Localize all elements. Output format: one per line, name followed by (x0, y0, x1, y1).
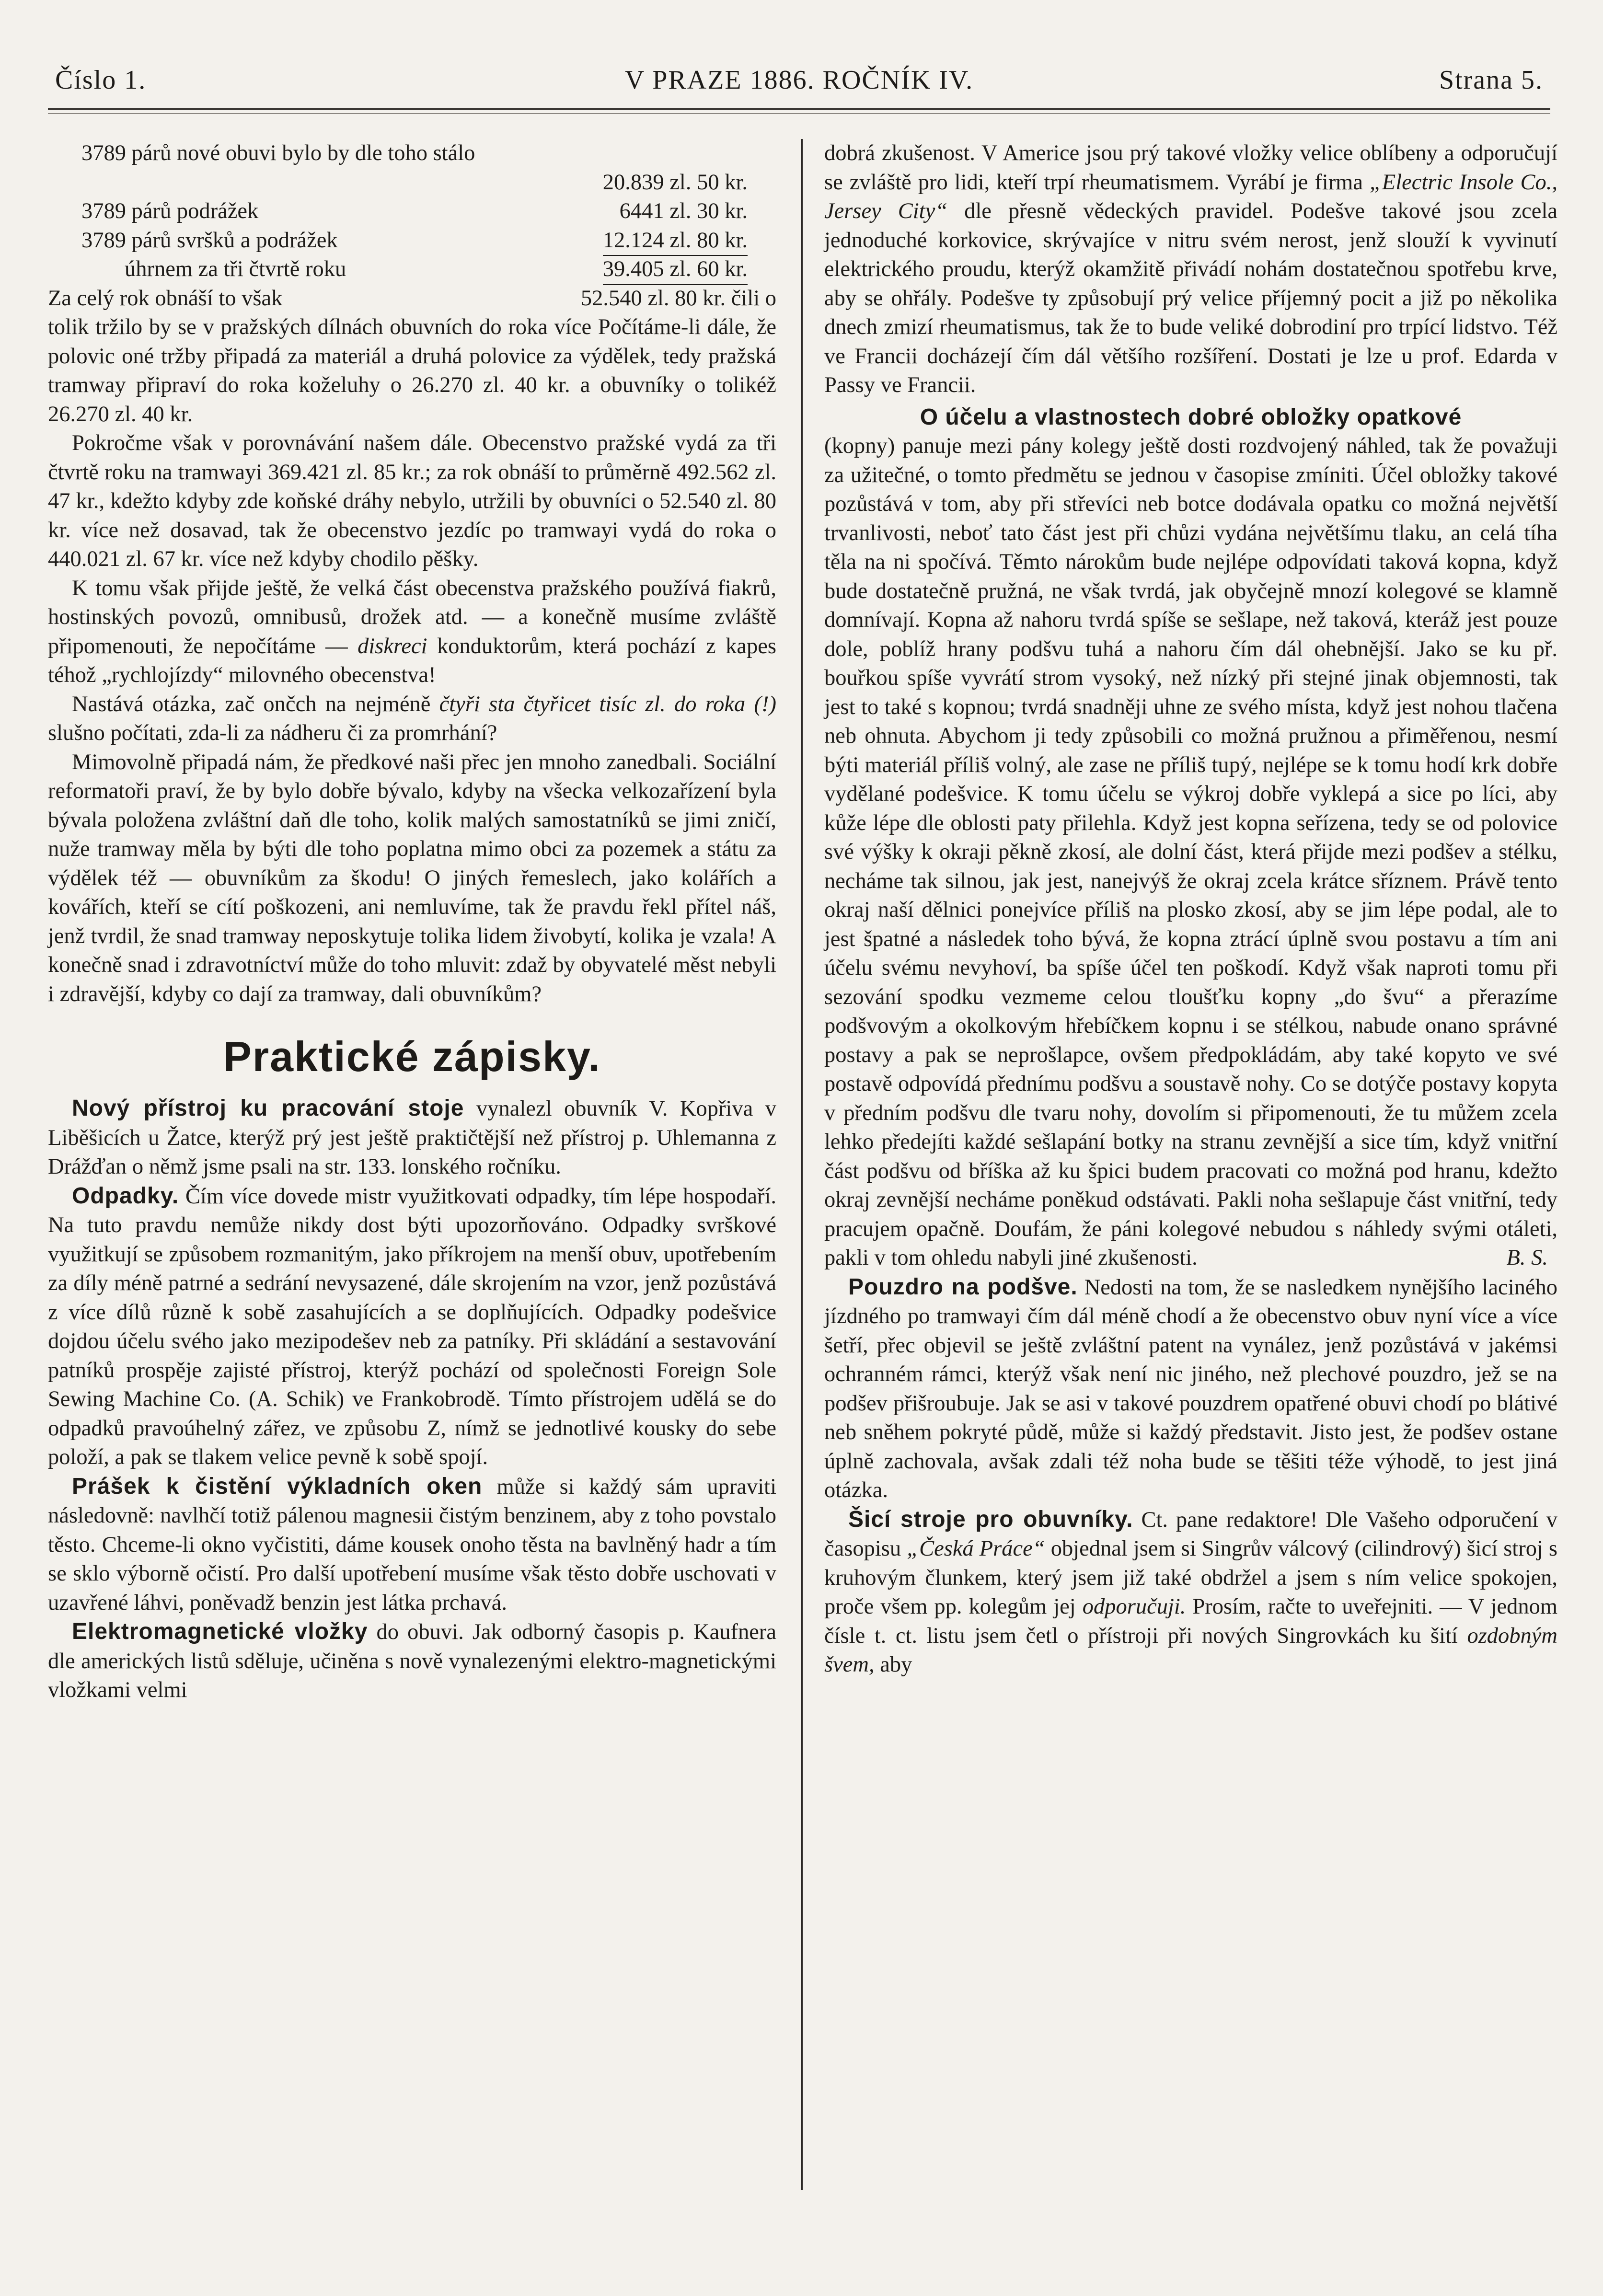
right-column (824, 139, 1557, 1680)
article-paragraph-3: K tomu však přijde ještě, že velká část obecenstva pražského používá fiakrů, hostinských povozů, omnibusů, drožek atd. — a konečně musíme zvláště připomenouti, že nepočítáme — diskreci konduktorům, která pochází z kapes téhož „rychlojízdy“ milovného obecenstva! (48, 576, 777, 687)
article-paragraph-4: Nastává otázka, zač ončch na nejméně čtyři sta čtyřicet tisíc zl. do roka (!) slušno počítati, zda-li za nádheru či za promrhání? (48, 692, 776, 745)
note-sewing-machines-title: Šicí stroje pro obuvníky. (848, 1506, 1133, 1532)
section-title: Praktické zápisky. (223, 1033, 601, 1080)
calc-line-3-amount: 12.124 zl. 80 kr. (603, 226, 748, 256)
article-paragraph-1: tolik tržilo by se v pražských dílnách obuvních do roka více Počítáme-li dále, že polovic oné tržby připadá za materiál a druhá polovice za výdělek, tedy pražská tramway připraví do roka koželuhy o 26.270 zl. 40 kr. a obuvníky o tolikéž 26.270 zl. 40 kr. (48, 315, 776, 427)
column-divider (801, 139, 803, 2190)
emphasis-amount: čtyři sta čtyřicet tisíc zl. do roka (!) (439, 692, 776, 716)
left-column (48, 139, 776, 1705)
note-sewing-machines: Šicí stroje pro obuvníky. Ct. pane redaktore! Dle Vašeho odporučení v časopisu „Česká Práce“ objednal jsem si Singrův válcový (cilindrový) šicí stroj s kruhovým člunkem, který jsem již také obdržel a jsem s ním velice spokojen, proče všem pp. kolegům jej odporučuji. Prosím, račte to uveřejniti. — V jednom čísle t. ct. listu jsem četl o přístroji při nových Singrovkách ku šití ozdobným švem, aby (824, 1506, 1558, 1677)
note-sole-case-title: Pouzdro na podšve. (848, 1274, 1078, 1300)
emphasis-diskreci: diskreci (358, 634, 427, 658)
calc-line-5-amount: 52.540 zl. 80 kr. (580, 286, 726, 311)
calc-line-2-amount: 6441 zl. 30 kr. (619, 199, 748, 223)
article-paragraph-2: Pokročme však v porovnávání našem dále. Obecenstvo pražské vydá za tři čtvrtě roku na tramwayi 369.421 zl. 85 kr.; za rok obnáší to průměrně 492.562 zl. 47 kr., kdežto kdyby zde koňské dráhy nebylo, utržili by obuvníci o 52.540 zl. 80 kr. více než dosavad, tak že obecenstvo jezdíc po tramwayi vydá do roka o 440.021 zl. 67 kr. více než kdyby chodilo pěšky. (48, 431, 776, 571)
header-rule (48, 108, 1550, 110)
issue-number: Číslo 1. (55, 65, 147, 95)
heel-lining-text: (kopny) panuje mezi pány kolegy ještě dosti rozdvojený náhled, tak že považuji za užitečné, o tomto předmětu se jednou v časopise zmíniti. Účel obložky takové pozůstává v tom, aby při střevíci neb botce dodávala opatku co možná největší trvanlivosti, neboť tato část jest při chůzi vydána největšímu tlaku, an celá tíha těla na ni spočívá. Těmto nárokům bude nejlépe odpovídati taková kopna, když bude dostatečně pružná, ne však tvrdá, jak obyčejně mnozí kolegové se klamně domnívají. Kopna až nahoru tvrdá spíše se sešlape, než taková, kteráž jest pouze dole, poblíž hrany podšvu tuhá a nahoru čím dál ohebnější. Jako se ku př. bouřkou spíše vyvrátí strom vysoký, než nízký při stejné jinak objemnosti, tak jest to také s kopnou; tvrdá snadněji uhne ze svého místa, když jest nohou tlačena neb ohnuta. Abychom ji tedy způsobili co možná pružnou a přiměřenou, nesmí býti materiál příliš volný, ale zase ne příliš tupý, nejlépe se k tomu hodí krk dobře vydělané podešvice. K tomu účelu se výkroj dobře vyklepá a sice po líci, aby kůže lépe dle oblosti paty přilehla. Když jest kopna seřízena, tedy se od polovice své výšky k okraji pěkně zkosí, ale dolní část, která přijde mezi podšev a stélku, necháme tak silnou, jak jest, nanejvýš že okraj zcela krátce sříznem. Právě tento okraj naší dělnici ponejvíce příliš na plosko zkosí, aby se jim lépe podal, ale to jest špatné a následek toho bývá, že kopna ztrácí úplně svou postavu a tím ani účelu svému nevyhoví, ba spíše účel ten poškodí. Když však naproti tomu při sezování spodku vezmeme celou tloušťku kopny „do švu“ a přerazíme podšvovým a okolkovým hřebíčkem kopnu i se stélkou, nabude onano správné postavy a pak se neprošlapce, ovšem předpokládám, aby také kopyto ve své postavě odpovídá přednímu podšvu a soustavě nohy. Co se dotýče postavy kopyta v předním podšvu dle tvaru nohy, dovolím si připomenouti, že tu můžem zcela lehko předejíti každé sešlapání botky na stranu zevnější a sice tím, když vnitřní část podšvu od bříška až ku špici budem pracovati co možná pod hranu, kdežto okraj zevnější necháme poněkud odstávati. Pakli noha sešlapuje část vnitřní, tedy pracujem opačně. Doufám, že páni kolegové nebudou s náhledy svými otáleti, pakli v tom ohledu nabyli jiné zkušenosti. B. S. (824, 432, 1557, 1273)
note-waste-title: Odpadky. (72, 1183, 179, 1209)
calc-line-3-label: 3789 párů svršků a podrážek (81, 228, 338, 253)
calc-line-1-amount: 20.839 zl. 50 kr. (602, 170, 748, 195)
calc-line-4-label: úhrnem za tři čtvrtě roku (125, 257, 346, 281)
electromagnetic-continued: dobrá zkušenost. V Americe jsou prý takové vložky velice oblíbeny a odporučují se zvláště pro lidi, kteří trpí rheumatismem. Vyrábí je firma „Electric Insole Co., Jersey City“ dle přesně vědeckých pravidel. Podešve takové jsou zcela jednoduché korkovice, skrývajíce v nitru svém nerost, jenž slouží k vyvinutí elektrického proudu, kterýž okamžitě přivádí nohám dostatečnou spotřebu krve, aby se ohřály. Podešve ty způsobují prý velice příjemný pocit a již po několika dnech zmizí rheumatismus, tak že to bude veliké dobrodiní pro trpící lidstvo. Též ve Francii docházejí čím dál většího rozšíření. Dostati je lze u prof. Edarda v Passy ve Francii. (824, 141, 1558, 397)
note-electromagnetic: Elektromagnetické vložky do obuvi. Jak odborný časopis p. Kaufnera dle amerických listů sděluje, učiněna s nově vynalezenými elektro-magnetickými vložkami velmi (48, 1619, 777, 1702)
article-paragraph-5: Mimovolně připadá nám, že předkové naši přec jen mnoho zanedbali. Sociální reformatoři praví, že by bylo dobře bývalo, kdyby na všecka velkozařízení byla bývala položena zvláštní daň dle toho, kolik malých samostatníků se jimi zničí, nuže tramway měla by býti dle toho poplatna mimo obci za pozemek a státu za výdělek též — obuvníkům za škodu! O jiných řemeslech, jako kolářích a kovářích, kteří se cítí poškozeni, ani nemluvíme, tak že pravdu řekl přítel náš, jenž tvrdil, že snad tramway neposkytuje tolika lidem živobytí, kolika je vzala! A konečně snad i zdravotníctví může do toho mluvit: zdaž by obyvatelé měst nebyli i zdravější, kdyby co dají za tramway, dali obuvníkům? (48, 750, 776, 1006)
cost-calculation (48, 139, 776, 313)
note-window-powder-title: Prášek k čistění výkladních oken (72, 1473, 483, 1499)
calc-line-5-tail: čili o (731, 286, 776, 311)
author-signature: B. S. (1506, 1246, 1548, 1270)
note-electromagnetic-title: Elektromagnetické vložky (72, 1619, 368, 1644)
page-number: Strana 5. (1439, 65, 1543, 95)
note-window-powder: Prášek k čistění výkladních oken může si každý sám upraviti následovně: navlhčí totiž pálenou magnesii čistým benzinem, aby z toho povstalo těsto. Chceme-li okno vyčistiti, dáme kousek onoho těsta na bavlněný hadr a tím se sklo výborně očistí. Pro další upotřebení musíme však těsto dobře uschovati v uzavřené láhvi, poněvadž benzin jest látka prchavá. (48, 1473, 777, 1615)
page-header (55, 65, 1543, 103)
note-sole-case: Pouzdro na podšve. Nedosti na tom, že se nasledkem nynějšího laciného jízdného po tramwayi čím dál méně chodí a že obecenstvo obuv nyní více a více šetří, přec objevil se ještě zvláštní patent na vynález, jenž pozůstává v jakémsi ochranném rámci, kterýž však není nic jiného, než plechové pouzdro, jež se na podšev přišroubuje. Jak se asi v takové pouzdrem opatřené obuvi chodí po blátivé neb sněhem pokryté půdě, může si každý představit. Jisto jest, že podšev ostane úplně zachovala, avšak zdali též noha bude se těšiti téže výhodě, to jest jiná otázka. (824, 1274, 1558, 1502)
note-waste: Odpadky. Čím více dovede mistr využitkovati odpadky, tím lépe hospodaří. Na tuto pravdu nemůže nikdy dost býti upozorňováno. Odpadky svrškové využitkují se způsobem rozmanitým, jako příkrojem na menší obuv, upotřebením za díly méně patrné a sedrání nevysazené, dále skrojením na vzor, jenž pozůstává z více dílů různě k sobě zasahujících a se doplňujících. Odpadky podešvice dojdou účelu svého jako mezipodešev neb za patníky. Při skládání a sestavování patníků prospěje zajisté přístroj, kterýž pochází od společnosti Foreign Sole Sewing Machine Co. (A. Schik) ve Frankobrodě. Tímto přístrojem udělá se do odpadků pravoúhelný zářez, ve způsobu Z, nímž se jednotlivé kousky do sebe položí, a pak se tlakem velice pevně k sobě spojí. (48, 1183, 776, 1469)
header-rule-thin (48, 113, 1550, 114)
calc-line-2-label: 3789 párů podrážek (81, 199, 259, 223)
issue-dateline: V PRAZE 1886. ROČNÍK IV. (624, 65, 974, 95)
heading-heel-lining: O účelu a vlastnostech dobré obložky opatkové (920, 404, 1462, 430)
note-new-device-title: Nový přístroj ku pracování stoje (72, 1096, 464, 1121)
calc-line-4-amount: 39.405 zl. 60 kr. (603, 255, 748, 285)
emphasis-firm: „Electric Insole Co., Jersey City“ (824, 170, 1557, 223)
note-new-device: Nový přístroj ku pracování stoje vynalezl obuvník V. Kopřiva v Liběšicích u Žatce, kterýž prý jest ještě praktičtější než přístroj p. Uhlemanna z Drážďan o němž jsme psali na str. 133. lonského ročníku. (48, 1096, 777, 1179)
calc-line-1: 3789 párů nové obuvi bylo by dle toho stálo (81, 141, 475, 165)
calc-line-5-label: Za celý rok obnáší to však (48, 286, 283, 311)
